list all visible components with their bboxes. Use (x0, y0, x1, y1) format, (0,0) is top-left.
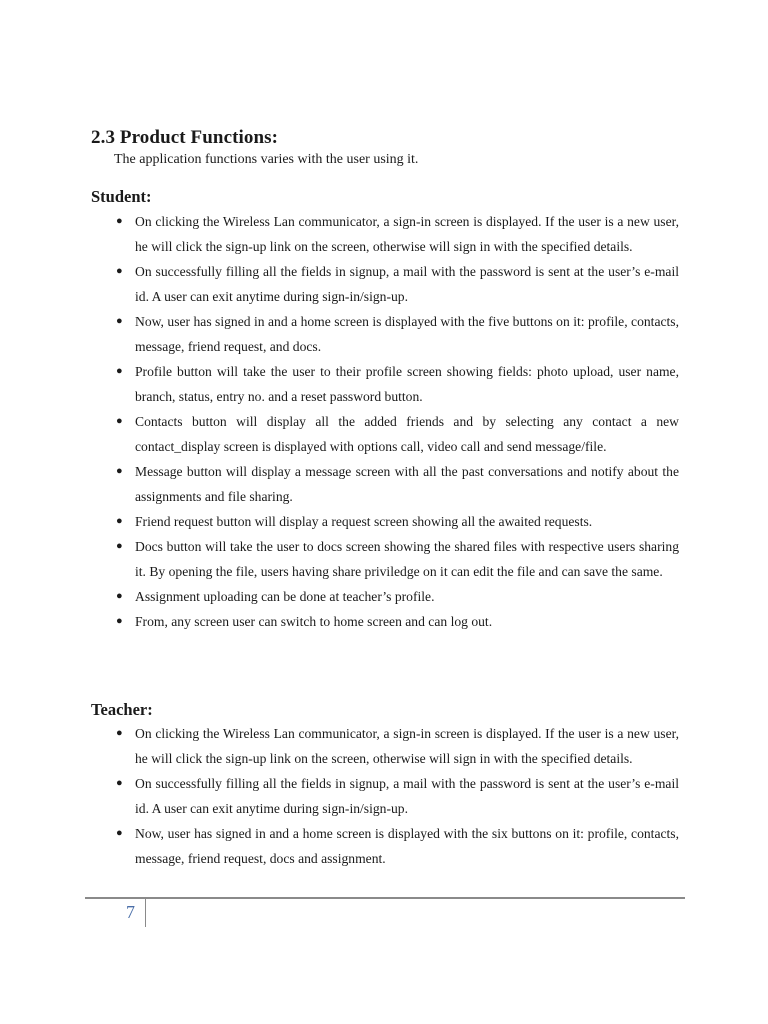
list-item (116, 534, 679, 584)
bullet-dot-icon: ● (116, 465, 123, 477)
list-item-text: On clicking the Wireless Lan communicator, a sign-in screen is displayed. If the user is a new user, he will click the sign-up link on the screen, otherwise will sign in with the specified details. (135, 214, 679, 254)
page-number: 7 (126, 902, 135, 922)
list-item-text: On clicking the Wireless Lan communicator, a sign-in screen is displayed. If the user is a new user, he will click the sign-up link on the screen, otherwise will sign in with the specified details. (135, 726, 679, 766)
list-item-text: On successfully filling all the fields in signup, a mail with the password is sent at the user’s e-mail id. A user can exit anytime during sign-in/sign-up. (135, 264, 679, 304)
student-heading: Student: (91, 187, 152, 206)
bullet-dot-icon: ● (116, 727, 123, 739)
list-item-text: Message button will display a message screen with all the past conversations and notify about the assignments and file sharing. (135, 464, 679, 504)
list-item-text: Now, user has signed in and a home screen is displayed with the five buttons on it: profile, contacts, message, friend request, and docs. (135, 314, 679, 354)
teacher-list (116, 721, 679, 871)
list-item-text: From, any screen user can switch to home screen and can log out. (135, 614, 493, 629)
bullet-dot-icon: ● (116, 615, 123, 627)
student-list (116, 209, 679, 634)
list-item-text: Friend request button will display a request screen showing all the awaited requests. (135, 514, 593, 529)
list-item (116, 209, 679, 259)
list-item (116, 359, 679, 409)
intro-text: The application functions varies with the user using it. (114, 152, 419, 167)
teacher-heading: Teacher: (91, 700, 153, 719)
bullet-dot-icon: ● (116, 827, 123, 839)
bullet-dot-icon: ● (116, 777, 123, 789)
bullet-dot-icon: ● (116, 215, 123, 227)
list-item (116, 409, 679, 459)
list-item-text: Docs button will take the user to docs screen showing the shared files with respective users sharing it. By opening the file, users having share priviledge on it can edit the file and can save the same. (135, 539, 679, 579)
bullet-dot-icon: ● (116, 515, 123, 527)
bullet-dot-icon: ● (116, 365, 123, 377)
list-item (116, 584, 679, 609)
list-item-text: Profile button will take the user to their profile screen showing fields: photo upload, user name, branch, status, entry no. and a reset password button. (135, 364, 679, 404)
list-item (116, 821, 679, 871)
bullet-dot-icon: ● (116, 265, 123, 277)
list-item (116, 609, 679, 634)
footer-divider (145, 899, 146, 927)
footer-rule (85, 897, 685, 899)
bullet-dot-icon: ● (116, 590, 123, 602)
list-item (116, 771, 679, 821)
list-item-text: Now, user has signed in and a home screen is displayed with the six buttons on it: profile, contacts, message, friend request, docs and assignment. (135, 826, 679, 866)
list-item-text: Assignment uploading can be done at teacher’s profile. (135, 589, 435, 604)
list-item (116, 509, 679, 534)
section-title: 2.3 Product Functions: (91, 127, 279, 148)
bullet-dot-icon: ● (116, 315, 123, 327)
list-item-text: Contacts button will display all the added friends and by selecting any contact a new contact_display screen is displayed with options call, video call and send message/file. (135, 414, 679, 454)
list-item-text: On successfully filling all the fields in signup, a mail with the password is sent at the user’s e-mail id. A user can exit anytime during sign-in/sign-up. (135, 776, 679, 816)
list-item (116, 259, 679, 309)
bullet-dot-icon: ● (116, 415, 123, 427)
list-item (116, 721, 679, 771)
list-item (116, 309, 679, 359)
list-item (116, 459, 679, 509)
bullet-dot-icon: ● (116, 540, 123, 552)
